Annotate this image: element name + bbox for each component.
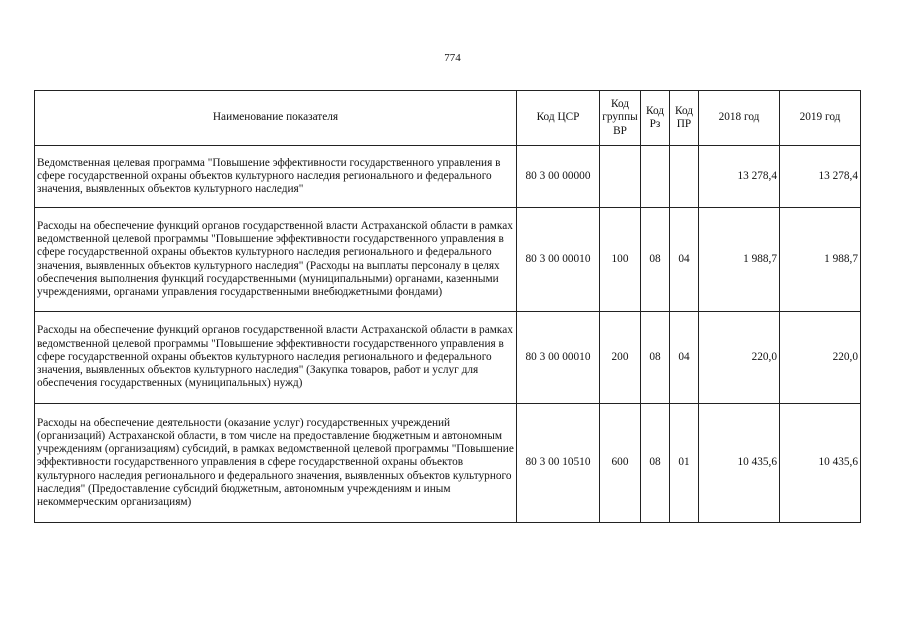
- row-pr: [670, 146, 699, 208]
- row-csr: 80 3 00 00010: [517, 312, 600, 404]
- row-vr: 100: [600, 208, 641, 312]
- row-name: Расходы на обеспечение функций органов государственной власти Астраханской области в рамках ведомственной целевой программы "Повышение эффективности государственного управления в сфере государственной охраны объектов культурного наследия регионального и федерального значения, выявленных объектов культурного наследия" (Закупка товаров, работ и услуг для обеспечения государственных (муниципальных) нужд): [35, 312, 517, 404]
- row-rz: 08: [641, 404, 670, 523]
- table-row: [35, 146, 861, 208]
- row-rz: [641, 146, 670, 208]
- page-number: 774: [444, 52, 461, 64]
- row-2018: 1 988,7: [699, 208, 780, 312]
- row-vr: 200: [600, 312, 641, 404]
- row-csr: 80 3 00 00010: [517, 208, 600, 312]
- header-name: Наименование показателя: [35, 91, 517, 146]
- row-2018: 13 278,4: [699, 146, 780, 208]
- row-2019: 13 278,4: [780, 146, 861, 208]
- row-csr: 80 3 00 00000: [517, 146, 600, 208]
- row-pr: 04: [670, 208, 699, 312]
- header-rz: Код Рз: [641, 91, 670, 146]
- header-csr: Код ЦСР: [517, 91, 600, 146]
- row-name: Расходы на обеспечение деятельности (оказание услуг) государственных учреждений (организаций) Астраханской области, в том числе на предоставление бюджетным и автономным учреждениям (организациям) субсидий, в рамках ведомственной целевой программы "Повышение эффективности государственного управления в сфере государственной охраны объектов культурного наследия регионального и федерального значения, выявленных объектов культурного наследия" (Предоставление субсидий бюджетным, автономным учреждениям и иным некоммерческим организациям): [35, 404, 517, 523]
- table-header-row: [35, 91, 861, 146]
- row-2018: 10 435,6: [699, 404, 780, 523]
- row-2019: 1 988,7: [780, 208, 861, 312]
- row-name: Расходы на обеспечение функций органов государственной власти Астраханской области в рамках ведомственной целевой программы "Повышение эффективности государственного управления в сфере государственной охраны объектов культурного наследия регионального и федерального значения, выявленных объектов культурного наследия" (Расходы на выплаты персоналу в целях обеспечения выполнения функций государственными (муниципальными) органами, казенными учреждениями, органами управления государственными внебюджетными фондами): [35, 208, 517, 312]
- budget-table: [34, 90, 861, 523]
- table-row: [35, 312, 861, 404]
- row-csr: 80 3 00 10510: [517, 404, 600, 523]
- table-row: [35, 404, 861, 523]
- table-row: [35, 208, 861, 312]
- row-rz: 08: [641, 312, 670, 404]
- row-2019: 220,0: [780, 312, 861, 404]
- header-2019: 2019 год: [780, 91, 861, 146]
- row-pr: 04: [670, 312, 699, 404]
- row-pr: 01: [670, 404, 699, 523]
- header-pr: Код ПР: [670, 91, 699, 146]
- row-vr: 600: [600, 404, 641, 523]
- header-2018: 2018 год: [699, 91, 780, 146]
- row-2019: 10 435,6: [780, 404, 861, 523]
- row-name: Ведомственная целевая программа "Повышение эффективности государственного управления в сфере государственной охраны объектов культурного наследия регионального и федерального значения, выявленных объектов культурного наследия": [35, 146, 517, 208]
- header-vr: Код группы ВР: [600, 91, 641, 146]
- row-vr: [600, 146, 641, 208]
- row-rz: 08: [641, 208, 670, 312]
- row-2018: 220,0: [699, 312, 780, 404]
